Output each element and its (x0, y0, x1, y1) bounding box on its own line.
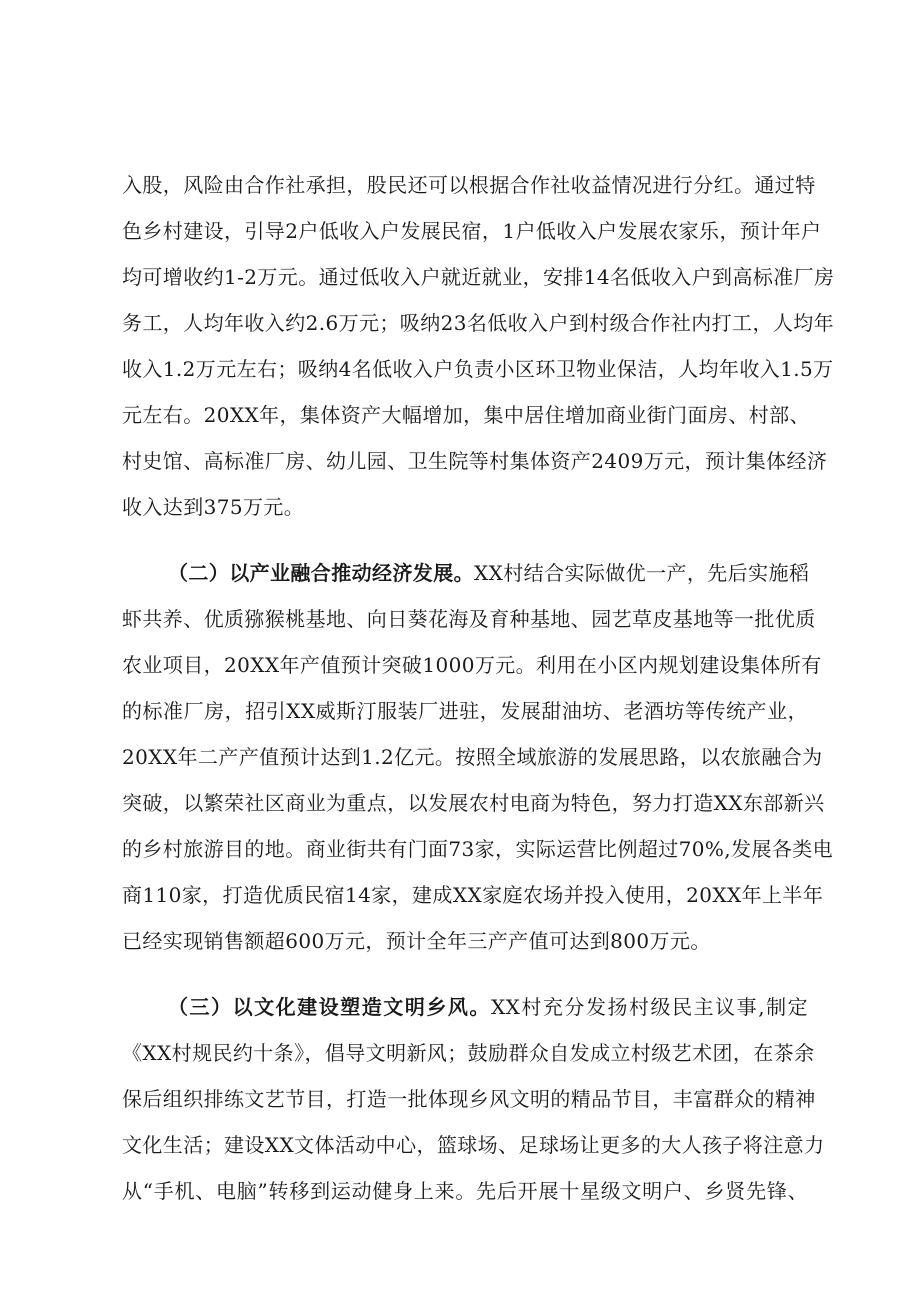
document-body (122, 162, 835, 1214)
text-line: 的标准厂房，招引XX威斯汀服装厂进驻，发展甜油坊、老酒坊等传统产业， (122, 699, 808, 723)
text-line: 色乡村建设，引导2户低收入户发展民宿，1户低收入户发展农家乐，预计年户 (122, 219, 822, 243)
text-line: 农业项目，20XX年产值预计突破1000万元。利用在小区内规划建设集体所有 (122, 653, 822, 677)
text-span: XX村结合实际做优一产，先后实施稻 (474, 561, 810, 585)
paragraph-first-line (122, 550, 808, 596)
paragraph-cultural-construction (122, 984, 825, 1214)
text-line: 元左右。20XX年，集体资产大幅增加，集中居住增加商业街门面房、村部、 (122, 403, 810, 427)
paragraph-income-details (122, 162, 835, 530)
text-line: 保后组织排练文艺节目，打造一批体现乡风文明的精品节目，丰富群众的精神 (122, 1087, 816, 1111)
text-line: 均可增收约1-2万元。通过低收入户就近就业，安排14名低收入户到高标准厂房 (122, 265, 835, 289)
text-line: 从“手机、电脑”转移到运动健身上来。先后开展十星级文明户、乡贤先锋、 (122, 1179, 808, 1203)
text-line: 文化生活；建设XX文体活动中心，篮球场、足球场让更多的大人孩子将注意力 (122, 1133, 825, 1157)
text-line: 收入达到375万元。 (122, 495, 305, 519)
text-line: 突破，以繁荣社区商业为重点，以发展农村电商为特色，努力打造XX东部新兴 (122, 791, 825, 815)
text-line: 入股，风险由合作社承担，股民还可以根据合作社收益情况进行分红。通过特 (122, 173, 816, 197)
text-line: 的乡村旅游目的地。商业街共有门面73家，实际运营比例超过70%,发展各类电 (122, 837, 834, 861)
text-line: 商110家，打造优质民宿14家，建成XX家庭农场并投入使用，20XX年上半年 (122, 883, 824, 907)
text-line: 虾共养、优质猕猴桃基地、向日葵花海及育种基地、园艺草皮基地等一批优质 (122, 607, 816, 631)
text-line: 《XX村规民约十条》，倡导文明新风；鼓励群众自发成立村级艺术团，在茶余 (122, 1041, 815, 1065)
text-line: 务工，人均年收入约2.6万元；吸纳23名低收入户到村级合作社内打工，人均年 (122, 311, 835, 335)
text-span: XX村充分发扬村级民主议事,制定 (490, 995, 809, 1019)
text-line: 20XX年二产产值预计达到1.2亿元。按照全域旅游的发展思路，以农旅融合为 (122, 745, 823, 769)
paragraph-industry-integration (122, 550, 834, 964)
text-line: 收入1.2万元左右；吸纳4名低收入户负责小区环卫物业保洁，人均年收入1.5万 (122, 357, 834, 381)
section-heading: （三）以文化建设塑造文明乡风。 (168, 995, 491, 1019)
text-line: 已经实现销售额超600万元，预计全年三产产值可达到800万元。 (122, 929, 711, 953)
paragraph-first-line (122, 984, 808, 1030)
section-heading: （二）以产业融合推动经济发展。 (168, 561, 474, 585)
text-line: 村史馆、高标准厂房、幼儿园、卫生院等村集体资产2409万元，预计集体经济 (122, 449, 828, 473)
